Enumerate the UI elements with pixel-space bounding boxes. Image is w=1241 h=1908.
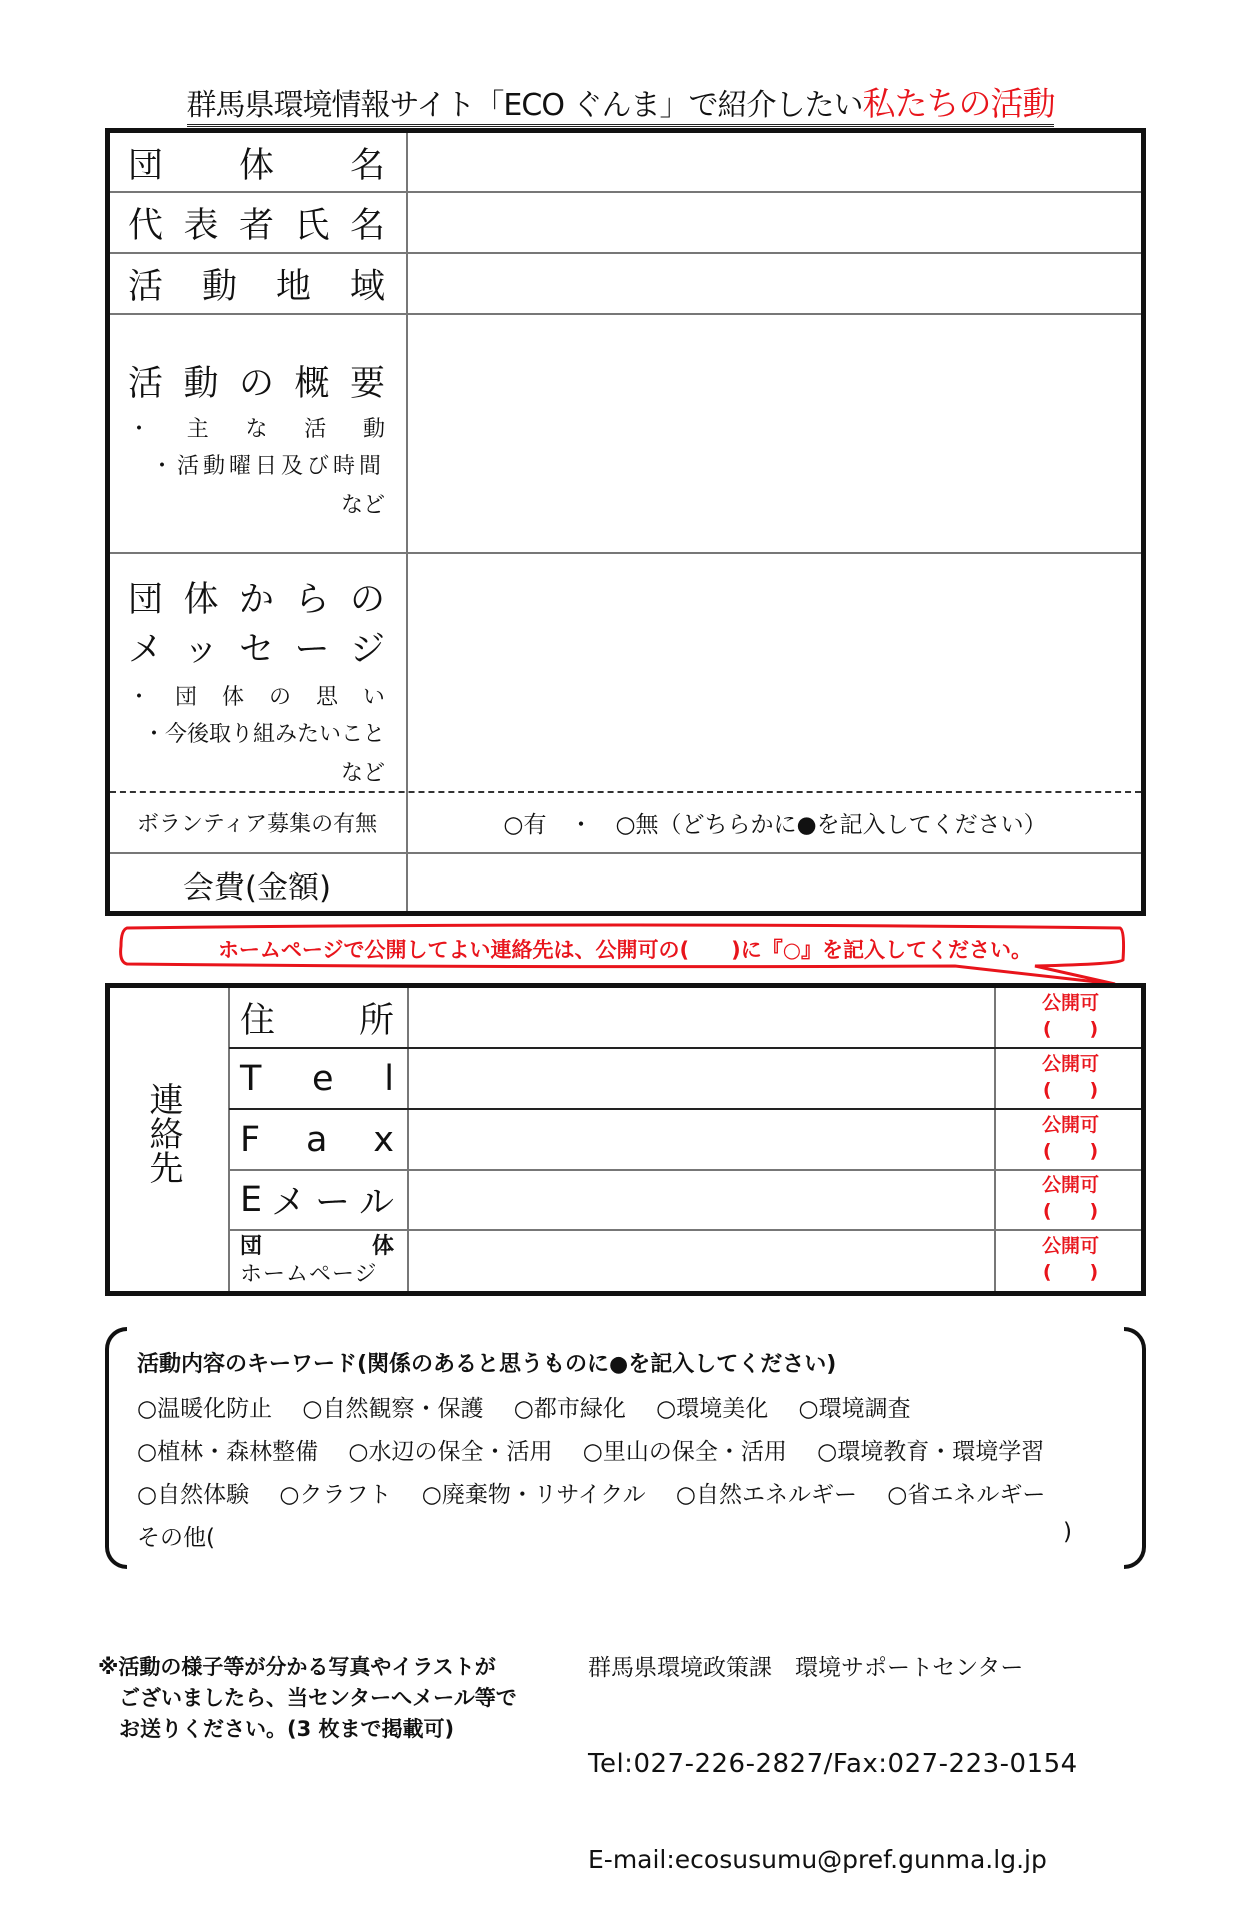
volunteer-choice[interactable]: ○有 ・ ○無（どちらかに●を記入してください）	[503, 812, 1047, 838]
tel-input[interactable]	[411, 1051, 992, 1107]
address-input[interactable]	[411, 990, 992, 1046]
row-divider	[229, 1169, 1141, 1171]
row-divider	[110, 852, 1141, 854]
row-divider	[229, 1229, 1141, 1231]
homepage-input[interactable]	[411, 1233, 992, 1289]
public-checkbox-tel[interactable]: 公開可 ( )	[1041, 1053, 1099, 1101]
contact-label: 連絡先	[143, 1082, 183, 1184]
row-divider	[110, 191, 1141, 193]
row-divider	[229, 1108, 1141, 1110]
dashed-divider	[110, 791, 1141, 793]
message-input[interactable]	[410, 556, 1140, 789]
summary-input[interactable]	[410, 316, 1140, 550]
row-divider	[110, 552, 1141, 554]
row-divider	[110, 313, 1141, 315]
representative-label: 代 表 者 氏 名	[128, 206, 385, 246]
group-name-label: 団 体 名	[128, 146, 385, 186]
public-checkbox-fax[interactable]: 公開可 ( )	[1041, 1114, 1099, 1162]
volunteer-label: ボランティア募集の有無	[136, 812, 378, 837]
row-divider	[110, 252, 1141, 254]
keywords-heading: 活動内容のキーワード(関係のあると思うものに●を記入してください)	[137, 1352, 837, 1377]
keywords-line-1[interactable]: ○温暖化防止 ○自然観察・保護 ○都市緑化 ○環境美化 ○環境調査	[137, 1396, 911, 1422]
keywords-bracket-left	[105, 1327, 127, 1569]
public-checkbox-email[interactable]: 公開可 ( )	[1041, 1174, 1099, 1222]
page-title: 群馬県環境情報サイト「ECO ぐんま」で紹介したい私たちの活動	[0, 78, 1241, 125]
fee-label: 会費(金額)	[182, 870, 332, 906]
fax-label: F a x	[240, 1120, 394, 1160]
summary-label: 活 動 の 概 要 ・ 主 な 活 動 ・活動曜日及び時間 など	[128, 364, 385, 518]
activity-area-label: 活 動 地 域	[128, 267, 385, 307]
office-info: 群馬県環境政策課 環境サポートセンター Tel:027-226-2827/Fax:027-223-0154 E-mail:ecosusumu@pref.gunma.lg.jp	[588, 1655, 1078, 1874]
activity-area-input[interactable]	[410, 256, 1140, 311]
keywords-other-open: その他(	[137, 1525, 215, 1551]
keywords-other-input[interactable]	[225, 1519, 1055, 1549]
public-checkbox-homepage[interactable]: 公開可 ( )	[1041, 1235, 1099, 1283]
group-name-input[interactable]	[410, 135, 1140, 190]
address-label: 住 所	[240, 1001, 394, 1041]
public-checkbox-address[interactable]: 公開可 ( )	[1041, 992, 1099, 1040]
keywords-line-3[interactable]: ○自然体験 ○クラフト ○廃棄物・リサイクル ○自然エネルギー ○省エネルギー	[137, 1482, 1046, 1508]
representative-input[interactable]	[410, 195, 1140, 250]
fax-input[interactable]	[411, 1112, 992, 1168]
fee-input[interactable]	[410, 856, 1140, 910]
homepage-label: 団 体 ホームページ	[240, 1234, 394, 1287]
column-divider	[407, 988, 409, 1291]
column-divider	[228, 988, 230, 1291]
email-label: E メ ー ル	[240, 1180, 394, 1223]
row-divider	[229, 1047, 1141, 1049]
keywords-bracket-right	[1124, 1327, 1146, 1569]
email-input[interactable]	[411, 1172, 992, 1228]
callout-text: ホームページで公開してよい連絡先は、公開可の( )に『○』を記入してください。	[217, 938, 1033, 962]
title-highlight: 私たちの活動	[862, 84, 1054, 127]
message-label: 団 体 か ら の メ ッ セ ー ジ ・ 団 体 の 思 い ・今後取り組みたいこと など	[128, 580, 385, 786]
column-divider	[406, 133, 408, 911]
tel-label: T e l	[240, 1059, 394, 1099]
keywords-other-close: )	[1063, 1519, 1072, 1545]
photo-note: ※活動の様子等が分かる写真やイラストが ございましたら、当センターへメール等で お送りください。(3 枚まで掲載可)	[98, 1655, 517, 1741]
keywords-line-2[interactable]: ○植林・森林整備 ○水辺の保全・活用 ○里山の保全・活用 ○環境教育・環境学習	[137, 1439, 1045, 1465]
